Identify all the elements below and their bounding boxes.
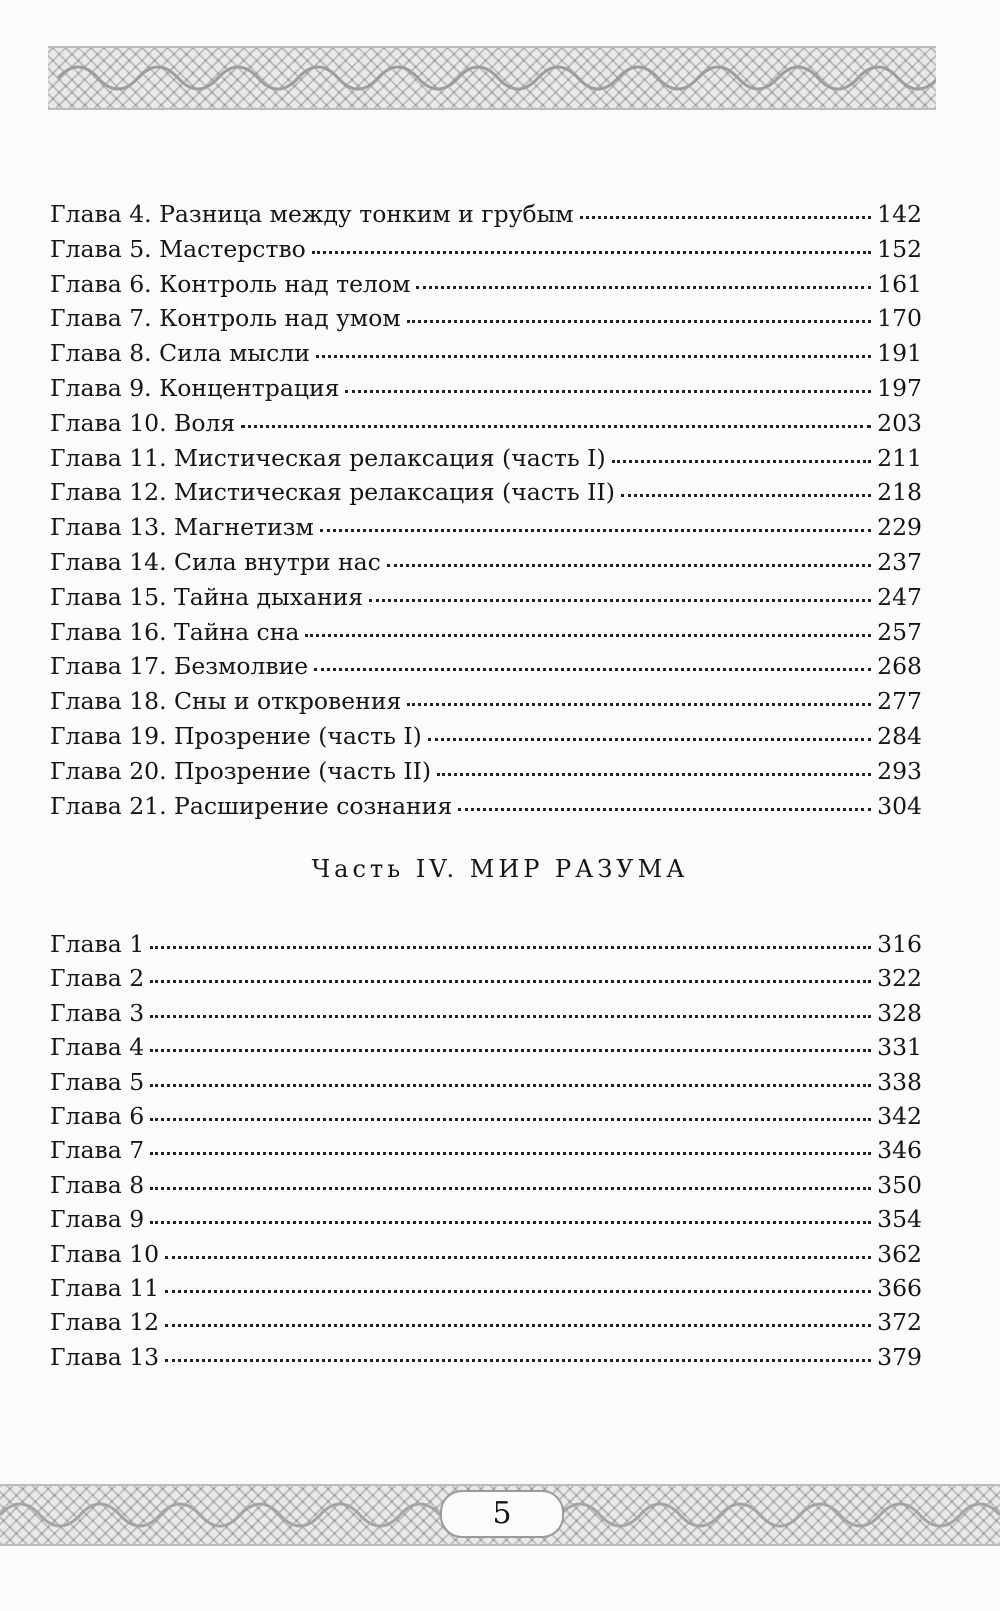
toc-entry-title: Глава 12. Мистическая релаксация (часть II) <box>50 478 615 507</box>
toc-entry-title: Глава 14. Сила внутри нас <box>50 547 381 576</box>
toc-entry-title: Глава 8 <box>50 1170 145 1199</box>
toc-entry <box>50 200 922 235</box>
toc-entry-page: 203 <box>877 408 922 437</box>
toc-entry-title: Глава 17. Безмолвие <box>50 652 309 681</box>
toc-entry-page: 257 <box>877 617 922 646</box>
toc-entry-page: 293 <box>877 756 922 785</box>
toc-entry-page: 328 <box>877 998 922 1027</box>
dot-leader <box>621 493 871 497</box>
toc-entry <box>50 687 922 722</box>
toc-entry-page: 277 <box>877 687 922 716</box>
dot-leader <box>612 459 872 463</box>
toc-entry <box>50 1308 922 1342</box>
toc-entry <box>50 478 922 513</box>
toc-entry-page: 366 <box>877 1273 922 1302</box>
toc-entry-page: 229 <box>877 513 922 542</box>
toc-entry-title: Глава 20. Прозрение (часть II) <box>50 756 432 785</box>
dot-leader <box>150 979 871 983</box>
toc-entry-page: 379 <box>877 1342 922 1371</box>
toc-entry-page: 247 <box>877 582 922 611</box>
table-of-contents-part-4 <box>50 930 922 1377</box>
top-ornament-border <box>48 46 936 110</box>
toc-entry-title: Глава 3 <box>50 998 145 1027</box>
toc-entry-title: Глава 15. Тайна дыхания <box>50 582 364 611</box>
dot-leader <box>316 354 871 358</box>
toc-entry-title: Глава 11 <box>50 1273 160 1302</box>
toc-entry-title: Глава 8. Сила мысли <box>50 339 310 368</box>
toc-entry <box>50 1171 922 1205</box>
toc-entry-title: Глава 16. Тайна сна <box>50 617 300 646</box>
toc-entry <box>50 1205 922 1239</box>
toc-entry-page: 372 <box>877 1308 922 1337</box>
toc-entry <box>50 339 922 374</box>
dot-leader <box>150 1151 871 1155</box>
toc-entry-title: Глава 5 <box>50 1067 145 1096</box>
toc-entry-page: 268 <box>877 652 922 681</box>
dot-leader <box>165 1289 871 1293</box>
dot-leader <box>150 1220 871 1224</box>
dot-leader <box>320 528 871 532</box>
toc-entry-title: Глава 5. Мастерство <box>50 234 306 263</box>
toc-entry-title: Глава 11. Мистическая релаксация (часть I) <box>50 443 606 472</box>
toc-entry-title: Глава 6 <box>50 1101 145 1130</box>
toc-entry-title: Глава 13 <box>50 1342 160 1371</box>
dot-leader <box>312 250 871 254</box>
toc-entry <box>50 722 922 757</box>
toc-entry-page: 161 <box>877 269 922 298</box>
toc-entry-title: Глава 19. Прозрение (часть I) <box>50 721 422 750</box>
toc-entry-page: 350 <box>877 1170 922 1199</box>
toc-entry-title: Глава 4. Разница между тонким и грубым <box>50 200 574 228</box>
toc-entry <box>50 270 922 305</box>
toc-entry <box>50 374 922 409</box>
dot-leader <box>165 1323 871 1327</box>
toc-entry <box>50 964 922 998</box>
toc-entry-title: Глава 9. Концентрация <box>50 373 340 402</box>
toc-entry-page: 304 <box>877 791 922 820</box>
toc-entry-title: Глава 1 <box>50 930 145 958</box>
toc-entry-page: 354 <box>877 1205 922 1234</box>
toc-entry-title: Глава 13. Магнетизм <box>50 513 314 542</box>
toc-entry <box>50 757 922 792</box>
dot-leader <box>241 424 871 428</box>
toc-entry-page: 211 <box>877 443 922 472</box>
dot-leader <box>150 1014 871 1018</box>
ornament-pattern-icon <box>48 48 936 108</box>
table-of-contents-part-3 <box>50 200 922 826</box>
toc-entry <box>50 999 922 1033</box>
dot-leader <box>305 633 871 637</box>
dot-leader <box>407 702 871 706</box>
dot-leader <box>165 1255 871 1259</box>
toc-entry-title: Глава 9 <box>50 1205 145 1234</box>
dot-leader <box>150 1048 871 1052</box>
toc-entry <box>50 1068 922 1102</box>
page-number: 5 <box>440 1490 564 1538</box>
toc-entry <box>50 792 922 827</box>
dot-leader <box>345 389 871 393</box>
toc-entry-page: 322 <box>877 964 922 993</box>
toc-entry <box>50 1136 922 1170</box>
toc-entry <box>50 618 922 653</box>
toc-entry <box>50 235 922 270</box>
toc-entry <box>50 513 922 548</box>
dot-leader <box>416 285 871 289</box>
dot-leader <box>150 945 871 949</box>
toc-entry <box>50 1102 922 1136</box>
toc-entry <box>50 444 922 479</box>
toc-entry-page: 331 <box>877 1033 922 1062</box>
toc-entry-page: 218 <box>877 478 922 507</box>
toc-entry-page: 346 <box>877 1136 922 1165</box>
toc-entry <box>50 548 922 583</box>
dot-leader <box>369 598 871 602</box>
toc-entry-title: Глава 18. Сны и откровения <box>50 687 402 716</box>
dot-leader <box>150 1186 871 1190</box>
toc-entry-page: 152 <box>877 234 922 263</box>
dot-leader <box>314 667 871 671</box>
toc-entry-page: 197 <box>877 373 922 402</box>
dot-leader <box>580 215 872 219</box>
dot-leader <box>387 563 871 567</box>
toc-entry-title: Глава 10 <box>50 1239 160 1268</box>
dot-leader <box>150 1083 871 1087</box>
toc-entry-title: Глава 7. Контроль над умом <box>50 304 401 333</box>
dot-leader <box>407 319 872 323</box>
toc-entry-page: 284 <box>877 721 922 750</box>
toc-entry-title: Глава 21. Расширение сознания <box>50 791 453 820</box>
toc-entry <box>50 930 922 964</box>
toc-entry-page: 142 <box>877 200 922 228</box>
toc-entry <box>50 583 922 618</box>
toc-entry-title: Глава 2 <box>50 964 145 993</box>
toc-entry-page: 191 <box>877 339 922 368</box>
toc-entry <box>50 1033 922 1067</box>
toc-entry-title: Глава 7 <box>50 1136 145 1165</box>
toc-entry-page: 362 <box>877 1239 922 1268</box>
toc-entry-page: 237 <box>877 547 922 576</box>
toc-entry-page: 316 <box>877 930 922 958</box>
toc-entry-title: Глава 6. Контроль над телом <box>50 269 411 298</box>
toc-entry <box>50 1240 922 1274</box>
toc-entry <box>50 1343 922 1377</box>
toc-entry-page: 338 <box>877 1067 922 1096</box>
toc-entry-title: Глава 12 <box>50 1308 160 1337</box>
dot-leader <box>165 1358 871 1362</box>
toc-entry <box>50 1274 922 1308</box>
toc-entry <box>50 652 922 687</box>
toc-entry-title: Глава 4 <box>50 1033 145 1062</box>
toc-entry-page: 170 <box>877 304 922 333</box>
dot-leader <box>150 1117 871 1121</box>
dot-leader <box>428 737 871 741</box>
toc-entry <box>50 409 922 444</box>
dot-leader <box>437 772 871 776</box>
toc-entry-title: Глава 10. Воля <box>50 408 236 437</box>
dot-leader <box>458 807 871 811</box>
toc-entry-page: 342 <box>877 1101 922 1130</box>
toc-entry <box>50 304 922 339</box>
part-4-heading: Часть IV. МИР РАЗУМА <box>311 855 689 883</box>
